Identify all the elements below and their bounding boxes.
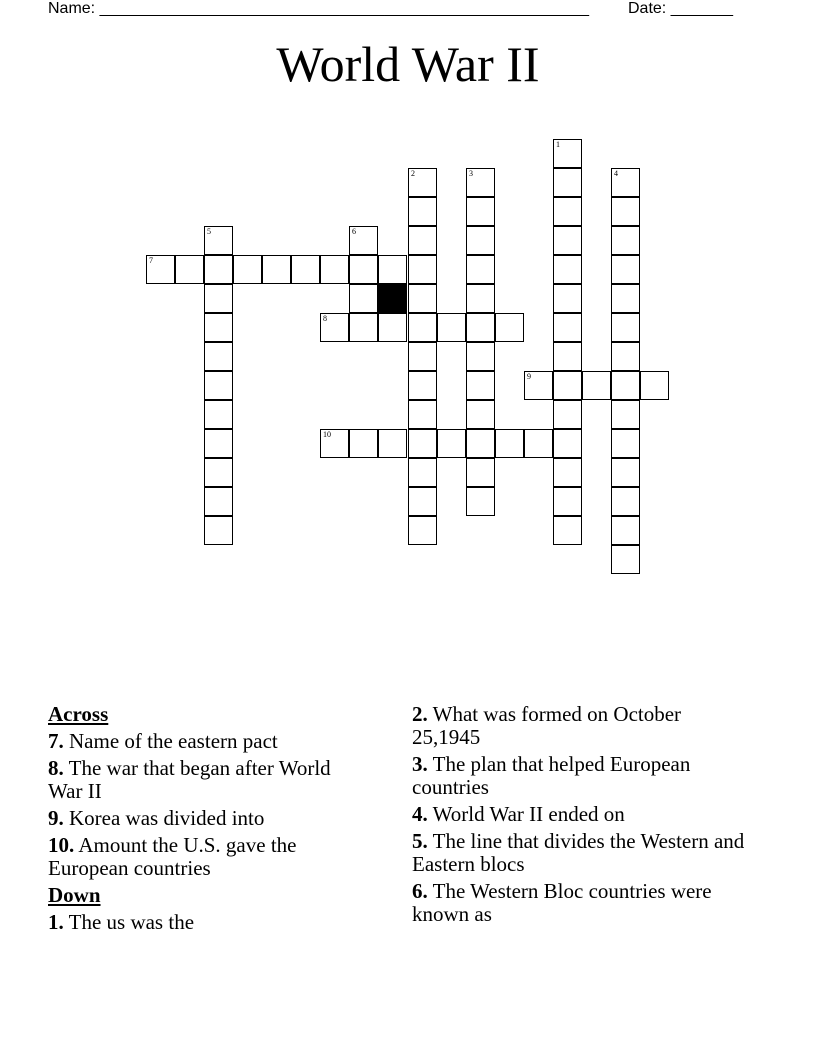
crossword-cell[interactable]	[466, 226, 495, 255]
clue-number: 4.	[412, 802, 428, 826]
crossword-cell[interactable]	[611, 516, 640, 545]
crossword-cell[interactable]	[349, 429, 378, 458]
clue-down-6	[412, 880, 752, 926]
crossword-cell[interactable]	[553, 371, 582, 400]
crossword-cell[interactable]	[204, 400, 233, 429]
cell-number: 10	[323, 430, 331, 439]
crossword-cell[interactable]	[320, 313, 349, 342]
clue-text: What was formed on October 25,1945	[412, 702, 682, 749]
crossword-cell[interactable]	[378, 429, 407, 458]
crossword-cell[interactable]	[437, 429, 466, 458]
clue-text: Amount the U.S. gave the European countries	[48, 833, 297, 880]
crossword-cell[interactable]	[553, 458, 582, 487]
crossword-cell[interactable]	[611, 371, 640, 400]
clue-number: 5.	[412, 829, 428, 853]
crossword-cell[interactable]	[611, 429, 640, 458]
crossword-cell[interactable]	[204, 226, 233, 255]
crossword-cell[interactable]	[611, 168, 640, 197]
crossword-cell[interactable]	[408, 168, 437, 197]
crossword-cell[interactable]	[611, 197, 640, 226]
crossword-cell[interactable]	[320, 429, 349, 458]
crossword-cell[interactable]	[408, 429, 437, 458]
crossword-cell[interactable]	[466, 284, 495, 313]
clue-number: 8.	[48, 756, 64, 780]
crossword-cell[interactable]	[611, 313, 640, 342]
crossword-black-square	[378, 284, 407, 313]
crossword-cell[interactable]	[146, 255, 175, 284]
crossword-cell[interactable]	[524, 429, 553, 458]
clue-number: 3.	[412, 752, 428, 776]
crossword-cell[interactable]	[233, 255, 262, 284]
clue-text: World War II ended on	[432, 802, 625, 826]
crossword-cell[interactable]	[349, 255, 378, 284]
cell-number: 9	[527, 372, 531, 381]
clue-down-4	[412, 803, 752, 826]
crossword-cell[interactable]	[291, 255, 320, 284]
crossword-cell[interactable]	[204, 342, 233, 371]
crossword-cell[interactable]	[408, 371, 437, 400]
crossword-cell[interactable]	[466, 342, 495, 371]
crossword-cell[interactable]	[204, 458, 233, 487]
clue-text: Korea was divided into	[69, 806, 265, 830]
crossword-cell[interactable]	[408, 458, 437, 487]
crossword-cell[interactable]	[378, 255, 407, 284]
cell-number: 4	[614, 169, 618, 178]
crossword-cell[interactable]	[611, 458, 640, 487]
clues-left-column	[48, 703, 368, 938]
crossword-cell[interactable]	[466, 197, 495, 226]
crossword-cell[interactable]	[553, 400, 582, 429]
clues-right-column	[412, 703, 752, 930]
cell-number: 5	[207, 227, 211, 236]
crossword-cell[interactable]	[378, 313, 407, 342]
cell-number: 2	[411, 169, 415, 178]
clue-across-10	[48, 834, 368, 880]
across-heading: Across	[48, 702, 109, 726]
crossword-cell[interactable]	[553, 429, 582, 458]
crossword-cell[interactable]	[204, 487, 233, 516]
cell-number: 8	[323, 314, 327, 323]
clue-number: 7.	[48, 729, 64, 753]
clue-text: The us was the	[68, 910, 195, 934]
clue-text: The line that divides the Western and Eastern blocs	[412, 829, 745, 876]
clue-number: 6.	[412, 879, 428, 903]
crossword-cell[interactable]	[611, 487, 640, 516]
crossword-cell[interactable]	[175, 255, 204, 284]
crossword-cell[interactable]	[408, 313, 437, 342]
crossword-cell[interactable]	[262, 255, 291, 284]
crossword-cell[interactable]	[466, 255, 495, 284]
clue-down-3	[412, 753, 752, 799]
crossword-cell[interactable]	[408, 487, 437, 516]
crossword-cell[interactable]	[495, 429, 524, 458]
crossword-cell[interactable]	[408, 342, 437, 371]
page-title: World War II	[276, 36, 540, 92]
crossword-cell[interactable]	[553, 516, 582, 545]
crossword-cell[interactable]	[611, 342, 640, 371]
clue-down-2	[412, 703, 752, 749]
clue-number: 10.	[48, 833, 75, 857]
crossword-cell[interactable]	[611, 400, 640, 429]
crossword-cell[interactable]	[466, 400, 495, 429]
crossword-cell[interactable]	[408, 284, 437, 313]
crossword-cell[interactable]	[204, 284, 233, 313]
crossword-cell[interactable]	[204, 255, 233, 284]
crossword-cell[interactable]	[408, 516, 437, 545]
crossword-cell[interactable]	[524, 371, 553, 400]
clue-across-9	[48, 807, 368, 830]
crossword-cell[interactable]	[204, 429, 233, 458]
crossword-cell[interactable]	[320, 255, 349, 284]
crossword-cell[interactable]	[349, 284, 378, 313]
clue-text: Name of the eastern pact	[69, 729, 278, 753]
crossword-cell[interactable]	[349, 226, 378, 255]
clue-across-7	[48, 730, 368, 753]
down-heading: Down	[48, 883, 101, 907]
crossword-cell[interactable]	[553, 284, 582, 313]
date-field[interactable]: Date: _______	[628, 0, 733, 17]
crossword-cell[interactable]	[553, 197, 582, 226]
crossword-cell[interactable]	[611, 545, 640, 574]
clue-text: The Western Bloc countries were known as	[412, 879, 712, 926]
crossword-cell[interactable]	[553, 313, 582, 342]
crossword-cell[interactable]	[466, 458, 495, 487]
crossword-cell[interactable]	[582, 371, 611, 400]
cell-number: 7	[149, 256, 153, 265]
clue-across-8	[48, 757, 368, 803]
clue-text: The war that began after World War II	[48, 756, 331, 803]
crossword-cell[interactable]	[611, 255, 640, 284]
crossword-cell[interactable]	[204, 371, 233, 400]
crossword-cell[interactable]	[553, 487, 582, 516]
crossword-cell[interactable]	[466, 168, 495, 197]
crossword-cell[interactable]	[437, 313, 466, 342]
clue-number: 9.	[48, 806, 64, 830]
crossword-cell[interactable]	[553, 255, 582, 284]
crossword-cell[interactable]	[349, 313, 378, 342]
crossword-cell[interactable]	[466, 313, 495, 342]
crossword-cell[interactable]	[408, 226, 437, 255]
clue-text: The plan that helped European countries	[412, 752, 691, 799]
clue-down-1	[48, 911, 368, 934]
crossword-cell[interactable]	[553, 139, 582, 168]
crossword-cell[interactable]	[495, 313, 524, 342]
crossword-cell[interactable]	[466, 487, 495, 516]
crossword-cell[interactable]	[408, 400, 437, 429]
crossword-cell[interactable]	[204, 313, 233, 342]
crossword-cell[interactable]	[204, 516, 233, 545]
crossword-cell[interactable]	[553, 168, 582, 197]
clue-number: 2.	[412, 702, 428, 726]
crossword-cell[interactable]	[611, 226, 640, 255]
crossword-cell[interactable]	[466, 371, 495, 400]
crossword-cell[interactable]	[611, 284, 640, 313]
crossword-cell[interactable]	[408, 197, 437, 226]
crossword-cell[interactable]	[408, 255, 437, 284]
cell-number: 1	[556, 140, 560, 149]
clue-down-5	[412, 830, 752, 876]
crossword-cell[interactable]	[553, 226, 582, 255]
crossword-cell[interactable]	[553, 342, 582, 371]
crossword-cell[interactable]	[640, 371, 669, 400]
cell-number: 3	[469, 169, 473, 178]
name-field[interactable]: Name: _______________________________________________________	[48, 0, 589, 17]
clue-number: 1.	[48, 910, 64, 934]
cell-number: 6	[352, 227, 356, 236]
crossword-cell[interactable]	[466, 429, 495, 458]
